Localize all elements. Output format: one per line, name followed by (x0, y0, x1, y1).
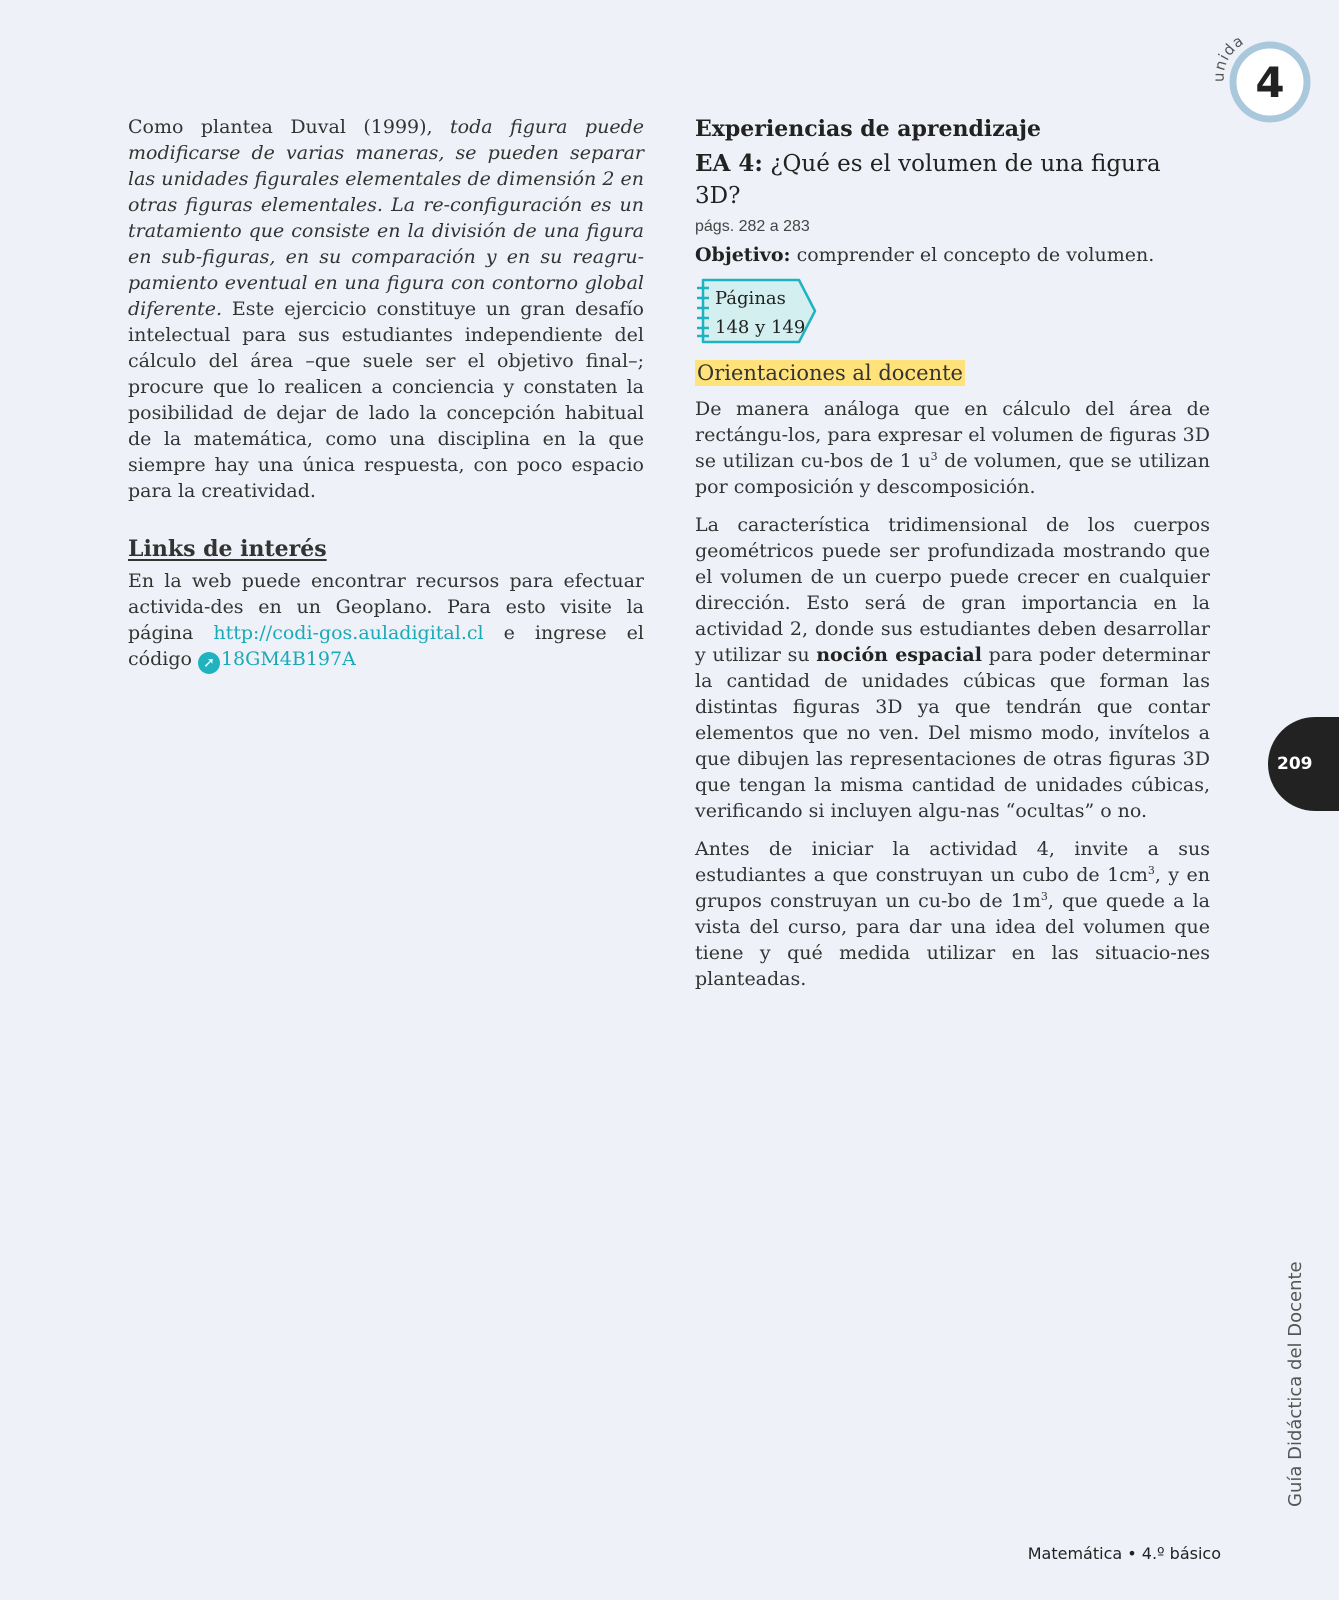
objective-label: Objetivo: (695, 244, 791, 266)
badge-line-2: 148 y 149 (715, 317, 806, 338)
orientaciones-paragraph-3 (695, 836, 1210, 992)
badge-line-1: Páginas (715, 288, 786, 309)
orientaciones-heading: Orientaciones al docente (697, 361, 963, 385)
unit-label: unida (1209, 31, 1248, 83)
objective (695, 242, 1210, 268)
links-paragraph (128, 568, 644, 674)
p2-bold-term: noción espacial (816, 644, 982, 666)
p2-text-b: para poder determinar la cantidad de unidades cúbicas que forman las distintas figuras 3D ya que tendrán que contar elementos que no ven. Del mismo modo, invítelos a que dibujen las representaciones de otras figuras 3D que tengan la misma cantidad de unidades cúbicas, verificando si incluyen algu-nas “ocultas” o no. (695, 644, 1210, 822)
orientaciones-paragraph-1 (695, 396, 1210, 500)
pages-reference: págs. 282 a 283 (695, 218, 810, 235)
intro-lead: Como plantea Duval (1999), (128, 116, 451, 138)
p3-text-b: , y en grupos construyan un cu-bo de 1m (695, 864, 1210, 912)
p3-text-a: Antes de iniciar la actividad 4, invite a sus estudiantes a que construyan un cubo de 1cm (695, 838, 1210, 886)
p1-text-a: De manera análoga que en cálculo del área de rectángu-los, para expresar el volumen de figuras 3D se utilizan cu-bos de 1 u (695, 398, 1210, 472)
ea-label: EA 4: (695, 150, 763, 177)
objective-text: comprender el concepto de volumen. (790, 244, 1155, 266)
left-column (128, 114, 644, 674)
links-heading: Links de interés (128, 536, 327, 562)
p1-text-b: de volumen, que se utilizan por composición y descomposición. (695, 450, 1210, 498)
guide-side-title: Guía Didáctica del Docente (1285, 1261, 1306, 1507)
intro-body: Este ejercicio constituye un gran desafío intelectual para sus estudiantes independiente del cálculo del área –que suele ser el objetivo final–; procure que lo realicen a conciencia y constaten la posibilidad de dejar de lado la concepción habitual de la matemática, como una disciplina en la que siempre hay una única respuesta, con poco espacio para la creatividad. (128, 298, 644, 502)
ea-question: ¿Qué es el volumen de una figura 3D? (695, 151, 1161, 209)
intro-paragraph (128, 114, 644, 504)
links-text-middle: e ingrese el código (128, 622, 645, 670)
access-code: 18GM4B197A (220, 648, 356, 670)
p1-superscript: 3 (930, 450, 938, 463)
auladigital-link[interactable]: http://codi-gos.auladigital.cl (213, 622, 484, 644)
footer-subject: Matemática • 4.º básico (1027, 1544, 1221, 1563)
intro-quote: toda figura puede modificarse de varias maneras, se pueden separar las unidades figurales elementales de dimensión 2 en otras figuras elementales. La re-configuración es un tratamiento que consiste en la división de una figura en sub-figuras, en su comparación y en su reagru-pamiento eventual en una figura con contorno global diferente. (128, 116, 644, 320)
links-text-start: En la web puede encontrar recursos para efectuar activida-des en un Geoplano. Para esto visite la página (128, 570, 644, 644)
orientaciones-paragraph-2 (695, 512, 1210, 824)
badge-text (715, 284, 805, 342)
student-pages-badge (695, 278, 815, 342)
p3-superscript-1: 3 (1147, 864, 1155, 877)
ea-title (695, 148, 1210, 212)
rocket-icon: ➚ (198, 652, 220, 674)
p2-text-a: La característica tridimensional de los cuerpos geométricos puede ser profundizada mostrando que el volumen de un cuerpo puede crecer en cualquier dirección. Esto será de gran importancia en la actividad 2, donde sus estudiantes deben desarrollar y utilizar su (695, 514, 1210, 666)
unit-number: 4 (1255, 58, 1285, 107)
p3-superscript-2: 3 (1040, 890, 1048, 903)
unit-badge (1208, 30, 1318, 130)
p3-text-c: , que quede a la vista del curso, para dar una idea del volumen que tiene y qué medida utilizar en las situacio-nes planteadas. (695, 890, 1210, 990)
section-title: Experiencias de aprendizaje (695, 116, 1041, 142)
right-column (695, 114, 1210, 992)
unit-circle-icon (1208, 30, 1318, 130)
page-number: 209 (1268, 717, 1339, 811)
